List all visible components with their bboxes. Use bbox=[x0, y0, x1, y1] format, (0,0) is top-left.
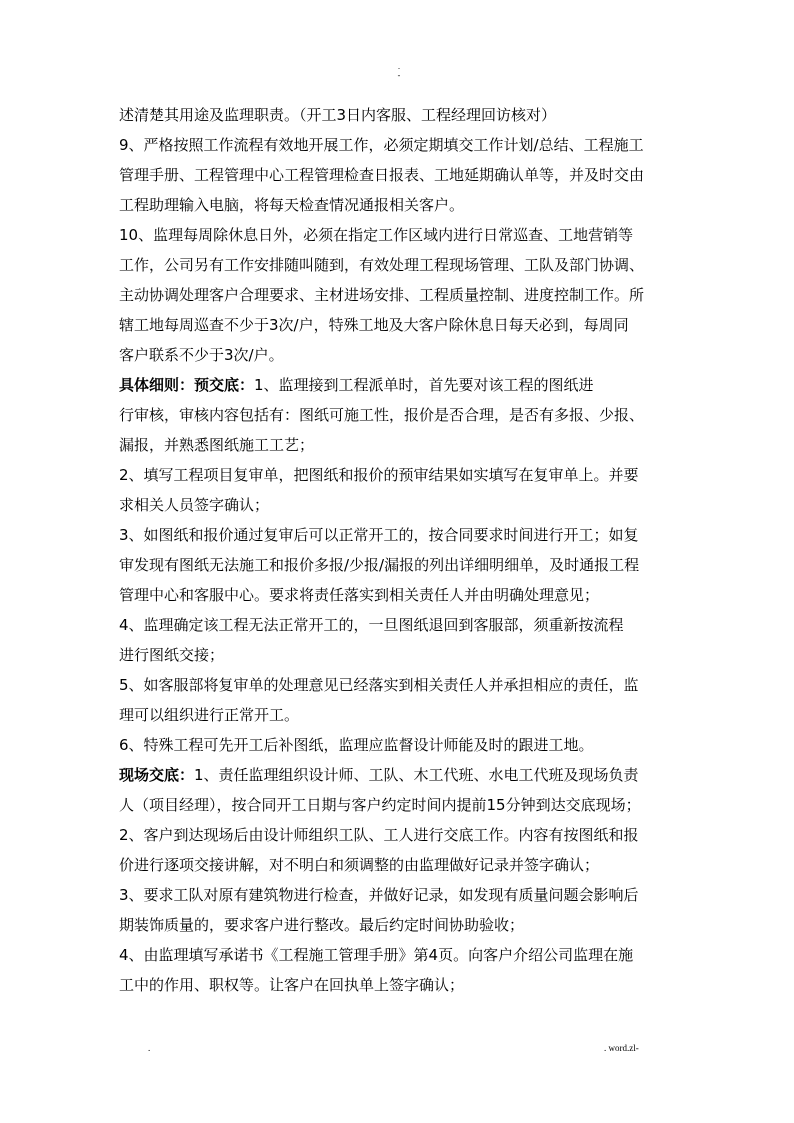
text-line: 4、监理确定该工程无法正常开工的，一旦图纸退回到客服部，须重新按流程 bbox=[119, 616, 624, 634]
header-dot: . bbox=[398, 62, 400, 71]
text-line: 工中的作用、职权等。让客户在回执单上签字确认； bbox=[119, 976, 465, 994]
text-line: 主动协调处理客户合理要求、主材进场安排、工程质量控制、进度控制工作。所 bbox=[119, 286, 645, 304]
text-line: 2、填写工程项目复审单，把图纸和报价的预审结果如实填写在复审单上。并要 bbox=[119, 466, 639, 484]
page-header-mark bbox=[393, 62, 405, 80]
text-line: 9、严格按照工作流程有效地开展工作，必须定期填交工作计划/总结、工程施工 bbox=[119, 136, 644, 154]
text-line: 3、要求工队对原有建筑物进行检查，并做好记录，如发现有质量问题会影响后 bbox=[119, 886, 639, 904]
text-line: 述清楚其用途及监理职责。（开工3日内客服、工程经理回访核对） bbox=[119, 106, 557, 124]
text-line: 10、监理每周除休息日外，必须在指定工作区域内进行日常巡查、工地营销等 bbox=[119, 226, 634, 244]
text-line: 2、客户到达现场后由设计师组织工队、工人进行交底工作。内容有按图纸和报 bbox=[119, 826, 639, 844]
text-line: 价进行逐项交接讲解，对不明白和须调整的由监理做好记录并签字确认； bbox=[119, 856, 600, 874]
text-line: 管理手册、工程管理中心工程管理检查日报表、工地延期确认单等，并及时交由 bbox=[119, 166, 645, 184]
section-heading: 具体细则：预交底： bbox=[119, 376, 255, 394]
text-line: 6、特殊工程可先开工后补图纸，监理应监督设计师能及时的跟进工地。 bbox=[119, 736, 594, 754]
text-line: 客户联系不少于3次/户。 bbox=[119, 346, 284, 364]
text-line: 管理中心和客服中心。要求将责任落实到相关责任人并由明确处理意见； bbox=[119, 586, 600, 604]
text-line: 5、如客服部将复审单的处理意见已经落实到相关责任人并承担相应的责任，监 bbox=[119, 676, 639, 694]
text-line: 工作，公司另有工作安排随叫随到，有效处理工程现场管理、工队及部门协调、 bbox=[119, 256, 645, 274]
section-text: 1、责任监理组织设计师、工队、木工代班、水电工代班及现场负责 bbox=[194, 766, 639, 784]
text-line: 工程助理输入电脑，将每天检查情况通报相关客户。 bbox=[119, 196, 465, 214]
text-line: 期装饰质量的，要求客户进行整改。最后约定时间协助验收； bbox=[119, 916, 525, 934]
section-text: 1、监理接到工程派单时，首先要对该工程的图纸进 bbox=[254, 376, 594, 394]
text-line: 求相关人员签字确认； bbox=[119, 496, 270, 514]
section-heading: 现场交底： bbox=[119, 766, 195, 784]
section-site-disclosure bbox=[119, 760, 679, 790]
text-line: 漏报，并熟悉图纸施工工艺； bbox=[119, 436, 315, 454]
text-line: 审发现有图纸无法施工和报价多报/少报/漏报的列出详细明细单，及时通报工程 bbox=[119, 556, 640, 574]
footer-watermark: . word.zl- bbox=[604, 1043, 639, 1053]
text-line: 行审核，审核内容包括有：图纸可施工性，报价是否合理，是否有多报、少报、 bbox=[119, 406, 645, 424]
text-line: 人（项目经理），按合同开工日期与客户约定时间内提前15分钟到达交底现场； bbox=[119, 796, 641, 814]
text-line: 3、如图纸和报价通过复审后可以正常开工的，按合同要求时间进行开工；如复 bbox=[119, 526, 639, 544]
header-dash: - bbox=[397, 71, 401, 80]
document-body bbox=[119, 100, 679, 1000]
text-line: 辖工地每周巡查不少于3次/户，特殊工地及大客户除休息日每天必到，每周同 bbox=[119, 316, 629, 334]
section-preliminary-disclosure bbox=[119, 370, 679, 400]
text-line: 理可以组织进行正常开工。 bbox=[119, 706, 300, 724]
footer-left-mark: . bbox=[148, 1043, 151, 1053]
text-line: 进行图纸交接； bbox=[119, 646, 225, 664]
text-line: 4、由监理填写承诺书《工程施工管理手册》第4页。向客户介绍公司监理在施 bbox=[119, 946, 634, 964]
